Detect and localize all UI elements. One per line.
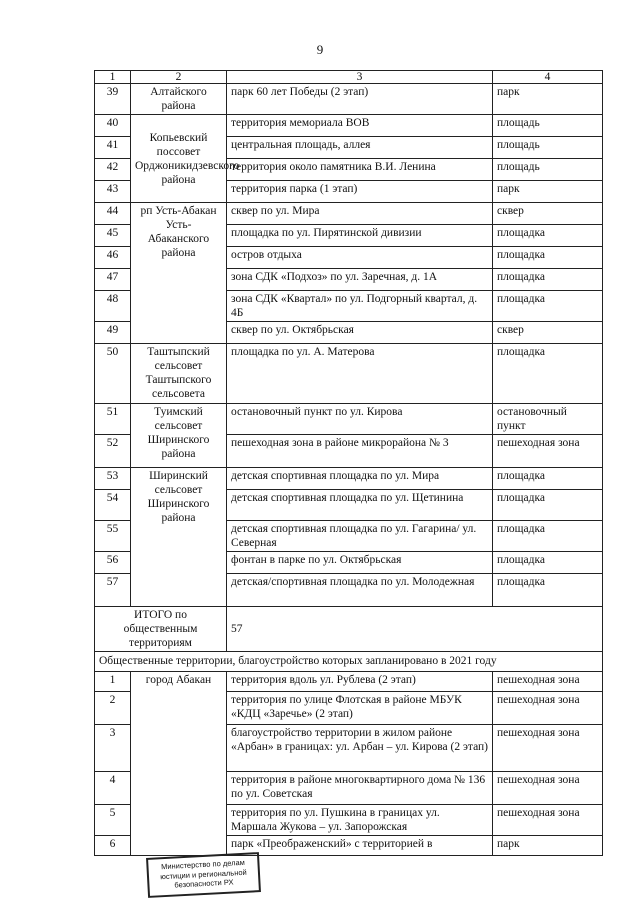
- table-row: [95, 84, 603, 115]
- type-cell: площадь: [493, 137, 603, 159]
- territory-cell: остановочный пункт по ул. Кирова: [227, 404, 493, 435]
- type-cell: парк: [493, 836, 603, 856]
- row-number: 55: [95, 521, 131, 552]
- type-cell: площадка: [493, 269, 603, 291]
- type-cell: остановочный пункт: [493, 404, 603, 435]
- row-number: 56: [95, 552, 131, 574]
- type-cell: площадка: [493, 291, 603, 322]
- total-label: ИТОГО по общественным территориям: [95, 607, 227, 652]
- municipality-district: Усть-Абаканского района: [147, 219, 210, 259]
- type-cell: пешеходная зона: [493, 672, 603, 692]
- table-row: [95, 672, 603, 692]
- row-number: 1: [95, 672, 131, 692]
- row-number: 47: [95, 269, 131, 291]
- territory-cell: территория по ул. Пушкина в границах ул. Маршала Жукова – ул. Запорожская: [227, 805, 493, 836]
- territory-cell: территория по улице Флотская в районе МБУК «КДЦ «Заречье» (2 этап): [227, 692, 493, 725]
- type-cell: пешеходная зона: [493, 772, 603, 805]
- row-number: 42: [95, 159, 131, 181]
- territory-cell: сквер по ул. Октябрьская: [227, 322, 493, 344]
- header-cell: 4: [493, 71, 603, 84]
- territory-cell: детская спортивная площадка по ул. Мира: [227, 468, 493, 490]
- territory-cell: детская/спортивная площадка по ул. Молодежная: [227, 574, 493, 607]
- territory-cell: зона СДК «Квартал» по ул. Подгорный квартал, д. 4Б: [227, 291, 493, 322]
- row-number: 39: [95, 84, 131, 115]
- municipality-cell: Алтайского района: [131, 84, 227, 115]
- type-cell: пешеходная зона: [493, 805, 603, 836]
- type-cell: площадь: [493, 159, 603, 181]
- header-row: [95, 71, 603, 84]
- territory-cell: территория мемориала ВОВ: [227, 115, 493, 137]
- header-cell: 3: [227, 71, 493, 84]
- row-number: 54: [95, 490, 131, 521]
- type-cell: сквер: [493, 322, 603, 344]
- row-number: 46: [95, 247, 131, 269]
- type-cell: площадка: [493, 225, 603, 247]
- territory-cell: центральная площадь, аллея: [227, 137, 493, 159]
- table-row: [95, 344, 603, 404]
- section-row: [95, 652, 603, 672]
- territory-cell: площадка по ул. Пирятинской дивизии: [227, 225, 493, 247]
- row-number: 53: [95, 468, 131, 490]
- row-number: 43: [95, 181, 131, 203]
- type-cell: площадка: [493, 574, 603, 607]
- municipality-cell: Ширинский сельсовет Ширинского района: [131, 468, 227, 607]
- type-cell: площадка: [493, 247, 603, 269]
- municipality-cell: Таштыпский сельсовет Таштыпского сельсовета: [131, 344, 227, 404]
- type-cell: площадка: [493, 490, 603, 521]
- territories-table: [94, 70, 603, 856]
- row-number: 41: [95, 137, 131, 159]
- territory-cell: территория около памятника В.И. Ленина: [227, 159, 493, 181]
- total-row: [95, 607, 603, 652]
- type-cell: площадка: [493, 552, 603, 574]
- row-number: 40: [95, 115, 131, 137]
- page-number: 9: [316, 42, 324, 57]
- row-number: 49: [95, 322, 131, 344]
- type-cell: пешеходная зона: [493, 725, 603, 772]
- row-number: 48: [95, 291, 131, 322]
- table-row: [95, 115, 603, 137]
- municipality-cell: город Абакан: [131, 672, 227, 856]
- territory-cell: детская спортивная площадка по ул. Щетинина: [227, 490, 493, 521]
- territory-cell: фонтан в парке по ул. Октябрьская: [227, 552, 493, 574]
- territory-cell: сквер по ул. Мира: [227, 203, 493, 225]
- row-number: 52: [95, 435, 131, 468]
- type-cell: пешеходная зона: [493, 692, 603, 725]
- row-number: 57: [95, 574, 131, 607]
- header-cell: 1: [95, 71, 131, 84]
- row-number: 2: [95, 692, 131, 725]
- territory-cell: площадка по ул. А. Матерова: [227, 344, 493, 404]
- table-row: [95, 203, 603, 225]
- territory-cell: зона СДК «Подхоз» по ул. Заречная, д. 1А: [227, 269, 493, 291]
- territory-cell: парк «Преображенский» с территорией в: [227, 836, 493, 856]
- type-cell: площадка: [493, 344, 603, 404]
- table-row: [95, 468, 603, 490]
- type-cell: площадка: [493, 468, 603, 490]
- territory-cell: территория в районе многоквартирного дома № 136 по ул. Советская: [227, 772, 493, 805]
- section-title: Общественные территории, благоустройство которых запланировано в 2021 году: [95, 652, 603, 672]
- territory-cell: детская спортивная площадка по ул. Гагарина/ ул. Северная: [227, 521, 493, 552]
- row-number: 44: [95, 203, 131, 225]
- row-number: 4: [95, 772, 131, 805]
- territory-cell: территория вдоль ул. Рублева (2 этап): [227, 672, 493, 692]
- header-cell: 2: [131, 71, 227, 84]
- type-cell: площадка: [493, 521, 603, 552]
- territory-cell: остров отдыха: [227, 247, 493, 269]
- territory-cell: парк 60 лет Победы (2 этап): [227, 84, 493, 115]
- municipality-cell: Копьевский поссовет Орджоникидзевского района: [131, 115, 227, 203]
- type-cell: площадь: [493, 115, 603, 137]
- type-cell: сквер: [493, 203, 603, 225]
- official-stamp: Министерство по делам юстиции и региональной безопасности РХ: [146, 852, 261, 898]
- table-row: [95, 404, 603, 435]
- row-number: 45: [95, 225, 131, 247]
- municipality-cell: [131, 203, 227, 344]
- row-number: 3: [95, 725, 131, 772]
- row-number: 50: [95, 344, 131, 404]
- type-cell: парк: [493, 181, 603, 203]
- municipality-name: рп Усть-Абакан: [140, 205, 217, 217]
- total-value: 57: [227, 607, 603, 652]
- row-number: 6: [95, 836, 131, 856]
- municipality-cell: Туимский сельсовет Ширинского района: [131, 404, 227, 468]
- territory-cell: благоустройство территории в жилом районе «Арбан» в границах: ул. Арбан – ул. Кирова (2 этап): [227, 725, 493, 772]
- territory-cell: территория парка (1 этап): [227, 181, 493, 203]
- row-number: 5: [95, 805, 131, 836]
- type-cell: парк: [493, 84, 603, 115]
- territory-cell: пешеходная зона в районе микрорайона № 3: [227, 435, 493, 468]
- row-number: 51: [95, 404, 131, 435]
- type-cell: пешеходная зона: [493, 435, 603, 468]
